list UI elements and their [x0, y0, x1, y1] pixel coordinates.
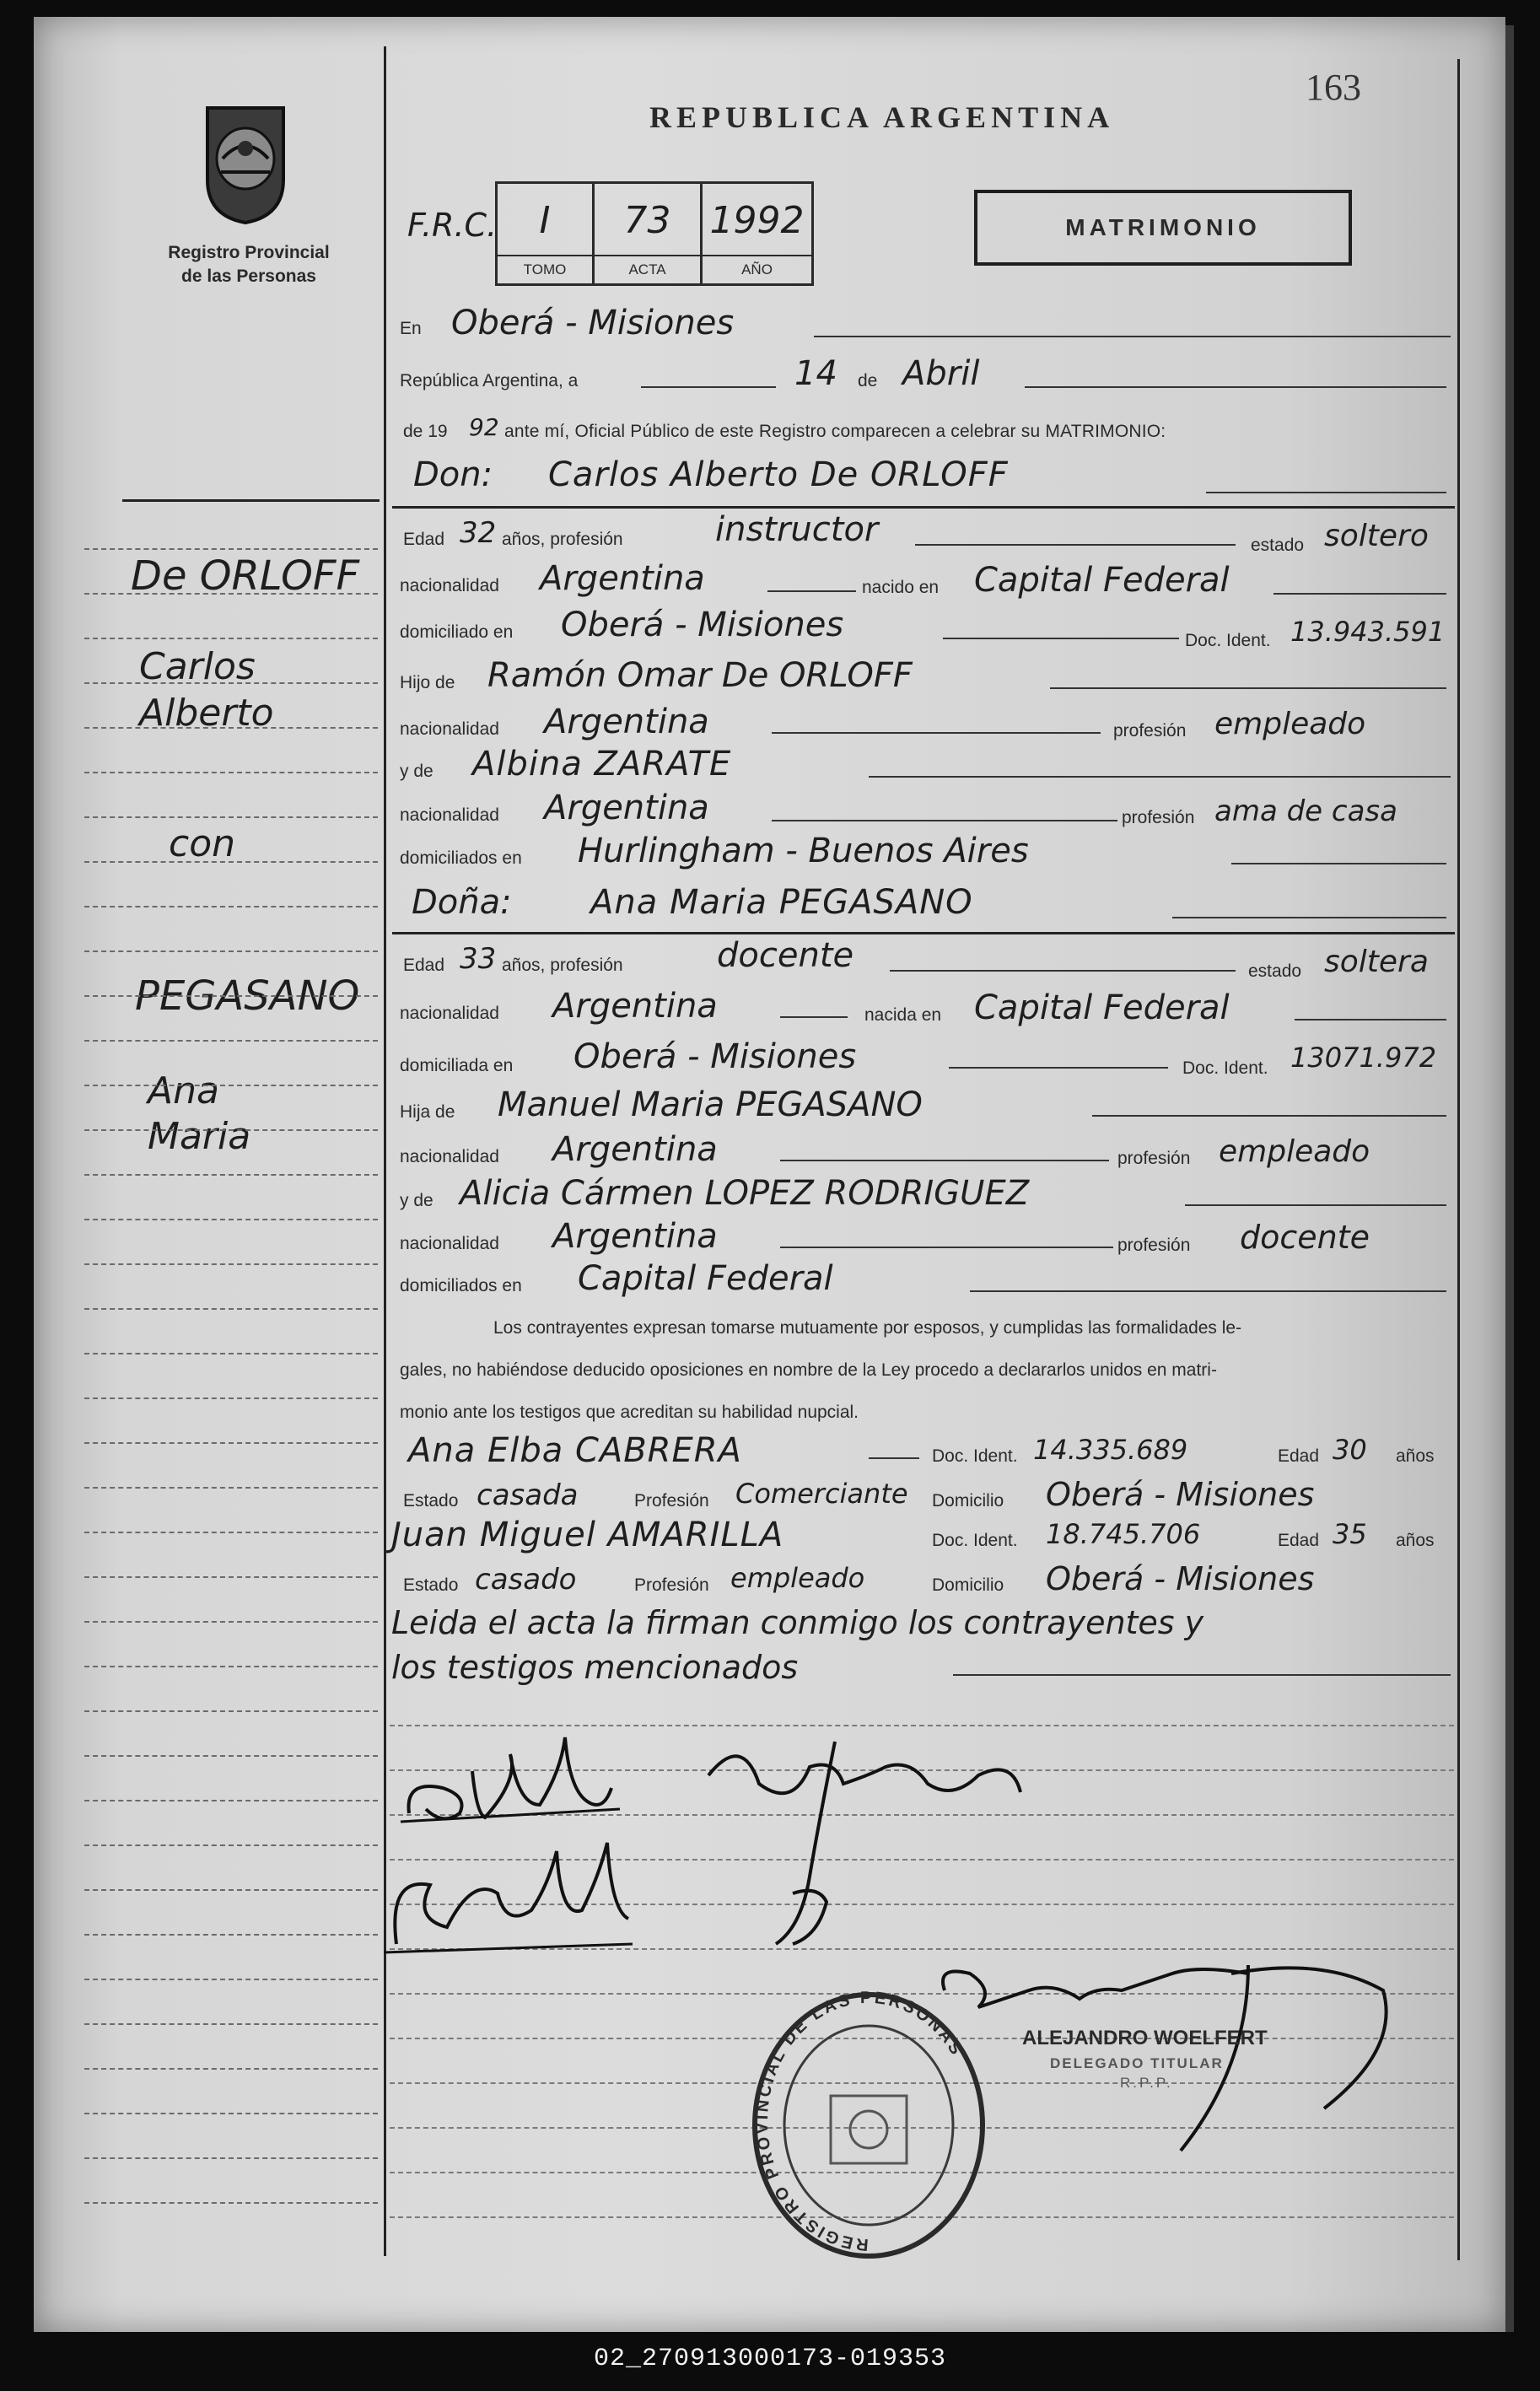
margin-ruled-line — [84, 1442, 378, 1446]
year-suffix: 92 — [469, 413, 499, 441]
groom-nacionalidad-label: nacionalidad — [400, 576, 499, 595]
rule — [767, 590, 856, 592]
groom-mother-nac-label: nacionalidad — [400, 805, 499, 825]
groom-yde-label: y de — [400, 762, 433, 781]
margin-ruled-line — [84, 1397, 378, 1401]
margin-ruled-line — [84, 682, 378, 686]
witness-2-doc-label: Doc. Ident. — [932, 1531, 1018, 1550]
rule — [1185, 1204, 1446, 1206]
witness-1-doc-label: Doc. Ident. — [932, 1446, 1018, 1466]
bride-father-nationality: Argentina — [552, 1130, 718, 1169]
provincial-emblem-icon — [196, 100, 295, 226]
bride-father: Manuel Maria PEGASANO — [498, 1085, 923, 1124]
bride-domiciliada-label: domiciliada en — [400, 1056, 514, 1075]
bride-mother-nac-label: nacionalidad — [400, 1234, 499, 1253]
margin-ruled-line — [84, 1353, 378, 1356]
margin-ruled-line — [84, 1308, 378, 1311]
margin-ruled-line — [84, 2068, 378, 2071]
bride-father-prof-label: profesión — [1117, 1149, 1191, 1168]
bride-mother-nationality: Argentina — [552, 1217, 718, 1256]
rule — [780, 1160, 1109, 1161]
rule — [1025, 386, 1446, 388]
witness-2-anos-label: años — [1396, 1531, 1435, 1550]
rule — [772, 820, 1117, 821]
frc-box — [495, 181, 814, 286]
rule — [1206, 492, 1446, 493]
act-type: MATRIMONIO — [1065, 214, 1261, 240]
frc-label: F.R.C. — [407, 207, 498, 244]
margin-ruled-line — [84, 1487, 378, 1490]
rule — [869, 776, 1451, 778]
bride-status: soltera — [1324, 945, 1429, 979]
intro-place: Oberá - Misiones — [451, 304, 735, 342]
groom-birthplace: Capital Federal — [974, 561, 1230, 600]
bride-parents-domicile: Capital Federal — [578, 1259, 833, 1298]
margin-groom-name-2: Alberto — [139, 692, 274, 735]
bride-nacida-label: nacida en — [864, 1005, 942, 1025]
bride-father-profession: empleado — [1219, 1134, 1370, 1169]
bride-domicile: Oberá - Misiones — [573, 1037, 857, 1076]
margin-ruled-line — [84, 1844, 378, 1848]
witness-1-profession: Comerciante — [735, 1478, 908, 1510]
margin-ruled-line — [84, 906, 378, 909]
bride-birthplace: Capital Federal — [974, 988, 1230, 1027]
rule — [953, 1674, 1451, 1676]
bride-name: Ana Maria PEGASANO — [590, 883, 973, 922]
margin-ruled-line — [84, 995, 378, 999]
rule — [1273, 593, 1446, 595]
witness-2-age: 35 — [1333, 1518, 1367, 1550]
margin-bride-name-1: Ana — [148, 1069, 219, 1112]
bride-doc: 13071.972 — [1290, 1042, 1437, 1074]
registry-name-line-1: Registro Provincial — [168, 243, 330, 262]
groom-mother-prof-label: profesión — [1122, 808, 1195, 827]
witness-2-dom-label: Domicilio — [932, 1575, 1004, 1595]
anio-label: AÑO — [703, 255, 811, 283]
rule — [949, 1067, 1168, 1069]
margin-ruled-line — [84, 1621, 378, 1624]
bride-estado-label: estado — [1248, 961, 1302, 981]
groom-father-prof-label: profesión — [1113, 721, 1187, 740]
groom-status: soltero — [1324, 519, 1429, 553]
witness-1-edad-label: Edad — [1278, 1446, 1320, 1466]
groom-mother: Albina ZARATE — [472, 745, 732, 784]
bride-mother-profession: docente — [1240, 1219, 1370, 1256]
witness-1-status: casada — [477, 1478, 579, 1512]
witness-2-domicile: Oberá - Misiones — [1046, 1560, 1315, 1597]
margin-ruled-line — [84, 1174, 378, 1177]
witness-2-name: Juan Miguel AMARILLA — [391, 1516, 784, 1554]
acta-label: ACTA — [595, 255, 700, 283]
bride-doc-label: Doc. Ident. — [1182, 1058, 1268, 1078]
witness-1-prof-label: Profesión — [634, 1491, 709, 1511]
margin-ruled-line — [84, 1979, 378, 1982]
rule — [1092, 1115, 1446, 1117]
witness-2-doc: 18.745.706 — [1046, 1518, 1201, 1550]
groom-name: Carlos Alberto De ORLOFF — [548, 455, 1009, 494]
intro-month: Abril — [902, 354, 980, 393]
margin-ruled-line — [84, 2023, 378, 2027]
margin-ruled-line — [84, 1040, 378, 1043]
official-stamp — [742, 1986, 995, 2264]
legal-text-line-2: gales, no habiéndose deducido oposiciones en nombre de la Ley procedo a declararlos unidos en matri- — [400, 1360, 1217, 1380]
rule — [869, 1457, 919, 1459]
witness-1-estado-label: Estado — [403, 1491, 459, 1511]
margin-ruled-line — [84, 1576, 378, 1580]
officer-signature — [928, 1940, 1400, 2168]
rule — [641, 386, 776, 388]
act-type-box — [974, 190, 1352, 266]
witness-1-age: 30 — [1333, 1434, 1367, 1466]
legal-text-line-3: monio ante los testigos que acreditan su habilidad nupcial. — [400, 1403, 859, 1422]
groom-parents-domicile: Hurlingham - Buenos Aires — [578, 832, 1029, 870]
groom-nationality: Argentina — [540, 559, 705, 598]
rule — [1295, 1019, 1446, 1020]
bride-signature — [692, 1725, 1029, 1961]
officer-name: ALEJANDRO WOELFERT — [1022, 2027, 1268, 2049]
rule — [780, 1016, 848, 1018]
tomo-value: I — [539, 199, 551, 242]
margin-ruled-line — [84, 593, 378, 596]
margin-ruled-line — [84, 2157, 378, 2161]
margin-ruled-line — [84, 1710, 378, 1714]
bride-mother-prof-label: profesión — [1117, 1236, 1191, 1255]
groom-domicile: Oberá - Misiones — [561, 606, 844, 644]
witness-2-edad-label: Edad — [1278, 1531, 1320, 1550]
margin-ruled-line — [84, 950, 378, 954]
closing-line-2: los testigos mencionados — [391, 1649, 799, 1686]
registry-name-line-2: de las Personas — [181, 267, 316, 286]
acta-value: 73 — [623, 199, 671, 242]
bride-age: 33 — [460, 942, 497, 976]
footer-code: 02_270913000173-019353 — [593, 2345, 947, 2373]
bride-nacionalidad-label: nacionalidad — [400, 1004, 499, 1023]
witness-1-anos-label: años — [1396, 1446, 1435, 1466]
rule — [392, 506, 1455, 509]
groom-domiciliado-label: domiciliado en — [400, 622, 514, 642]
groom-doc-label: Doc. Ident. — [1185, 631, 1271, 650]
margin-rule-right — [1457, 59, 1460, 2260]
witness-signature — [380, 1826, 641, 1969]
bride-profession: docente — [717, 936, 854, 975]
groom-hijo-label: Hijo de — [400, 673, 455, 692]
officer-title: DELEGADO TITULAR — [1050, 2055, 1224, 2071]
bride-edad-label: Edad — [403, 956, 445, 975]
margin-ruled-line — [84, 1129, 378, 1133]
rule — [1172, 917, 1446, 918]
legal-text-line-1: Los contrayentes expresan tomarse mutuamente por esposos, y cumplidas las formalidades le- — [493, 1318, 1242, 1338]
de-label: de — [858, 371, 878, 390]
groom-nacido-label: nacido en — [862, 578, 940, 597]
rule — [1050, 687, 1446, 689]
bride-mother: Alicia Cármen LOPEZ RODRIGUEZ — [460, 1174, 1030, 1213]
margin-groom-name-1: Carlos — [139, 645, 256, 688]
witness-2-prof-label: Profesión — [634, 1575, 709, 1595]
bride-title: Doña: — [412, 883, 512, 922]
country-heading: REPUBLICA ARGENTINA — [649, 100, 1115, 134]
groom-parents-dom-label: domiciliados en — [400, 848, 522, 868]
margin-ruled-line — [84, 1263, 378, 1267]
margin-bride-surname: PEGASANO — [135, 972, 360, 1020]
rule — [943, 638, 1179, 639]
groom-title: Don: — [413, 455, 493, 494]
groom-father: Ramón Omar De ORLOFF — [487, 656, 913, 695]
rule — [1231, 863, 1446, 864]
witness-1-name: Ana Elba CABRERA — [408, 1431, 742, 1470]
witness-2-profession: empleado — [730, 1562, 865, 1594]
rule — [890, 970, 1236, 972]
margin-ruled-line — [84, 1755, 378, 1758]
intro-text: ante mí, Oficial Público de este Registro comparecen a celebrar su MATRIMONIO: — [504, 422, 1166, 441]
bride-hija-label: Hija de — [400, 1102, 455, 1122]
margin-ruled-line — [84, 1219, 378, 1222]
rule — [970, 1290, 1446, 1292]
tomo-label: TOMO — [498, 255, 592, 283]
page-edge — [1505, 25, 1514, 2332]
witness-1-doc: 14.335.689 — [1033, 1434, 1188, 1466]
witness-2-status: casado — [475, 1563, 577, 1597]
officer-org: R.P.P. — [1120, 2075, 1173, 2091]
margin-ruled-line — [84, 1085, 378, 1088]
witness-1-domicile: Oberá - Misiones — [1046, 1476, 1315, 1513]
en-label: En — [400, 319, 422, 338]
margin-ruled-line — [84, 1666, 378, 1669]
margin-ruled-line — [84, 816, 378, 820]
groom-age: 32 — [460, 516, 497, 550]
anio-value: 1992 — [709, 199, 805, 242]
bride-nationality: Argentina — [552, 987, 718, 1026]
rule — [915, 544, 1236, 546]
intro-day: 14 — [794, 354, 837, 393]
stamp-text: REGISTRO PROVINCIAL DE LAS PERSONAS — [752, 1988, 967, 2254]
groom-estado-label: estado — [1251, 536, 1305, 555]
margin-groom-surname: De ORLOFF — [131, 552, 360, 600]
groom-doc: 13.943.591 — [1290, 616, 1446, 648]
republic-label: República Argentina, a — [400, 371, 579, 390]
margin-bride-name-2: Maria — [148, 1115, 251, 1158]
groom-mother-profession: ama de casa — [1214, 794, 1397, 828]
bride-father-nac-label: nacionalidad — [400, 1147, 499, 1166]
rule — [780, 1247, 1113, 1248]
margin-ruled-line — [84, 548, 378, 552]
groom-father-nationality: Argentina — [544, 703, 709, 741]
groom-father-profession: empleado — [1214, 707, 1366, 741]
margin-connector: con — [169, 822, 235, 865]
margin-ruled-line — [84, 772, 378, 775]
rule — [772, 732, 1101, 734]
groom-anos-profesion-label: años, profesión — [502, 530, 623, 549]
margin-ruled-line — [84, 2113, 378, 2116]
bride-parents-dom-label: domiciliados en — [400, 1276, 522, 1295]
bride-anos-profesion-label: años, profesión — [502, 956, 623, 975]
margin-ruled-line — [84, 727, 378, 730]
groom-mother-nationality: Argentina — [544, 789, 709, 827]
bride-yde-label: y de — [400, 1191, 433, 1210]
groom-edad-label: Edad — [403, 530, 445, 549]
margin-ruled-line — [84, 2202, 378, 2205]
margin-ruled-line — [84, 1800, 378, 1803]
margin-ruled-line — [84, 1934, 378, 1937]
witness-1-dom-label: Domicilio — [932, 1491, 1004, 1511]
margin-ruled-line — [84, 638, 378, 641]
year-prefix: de 19 — [403, 422, 448, 441]
closing-line-1: Leida el acta la firman conmigo los contrayentes y — [391, 1604, 1204, 1641]
margin-header-rule — [122, 499, 380, 502]
margin-ruled-line — [84, 1532, 378, 1535]
witness-2-estado-label: Estado — [403, 1575, 459, 1595]
margin-ruled-line — [84, 861, 378, 864]
margin-ruled-line — [84, 1889, 378, 1893]
groom-profession: instructor — [715, 510, 879, 549]
groom-father-nac-label: nacionalidad — [400, 719, 499, 739]
page-number: 163 — [1306, 67, 1361, 108]
rule — [814, 336, 1451, 337]
rule — [392, 932, 1455, 934]
